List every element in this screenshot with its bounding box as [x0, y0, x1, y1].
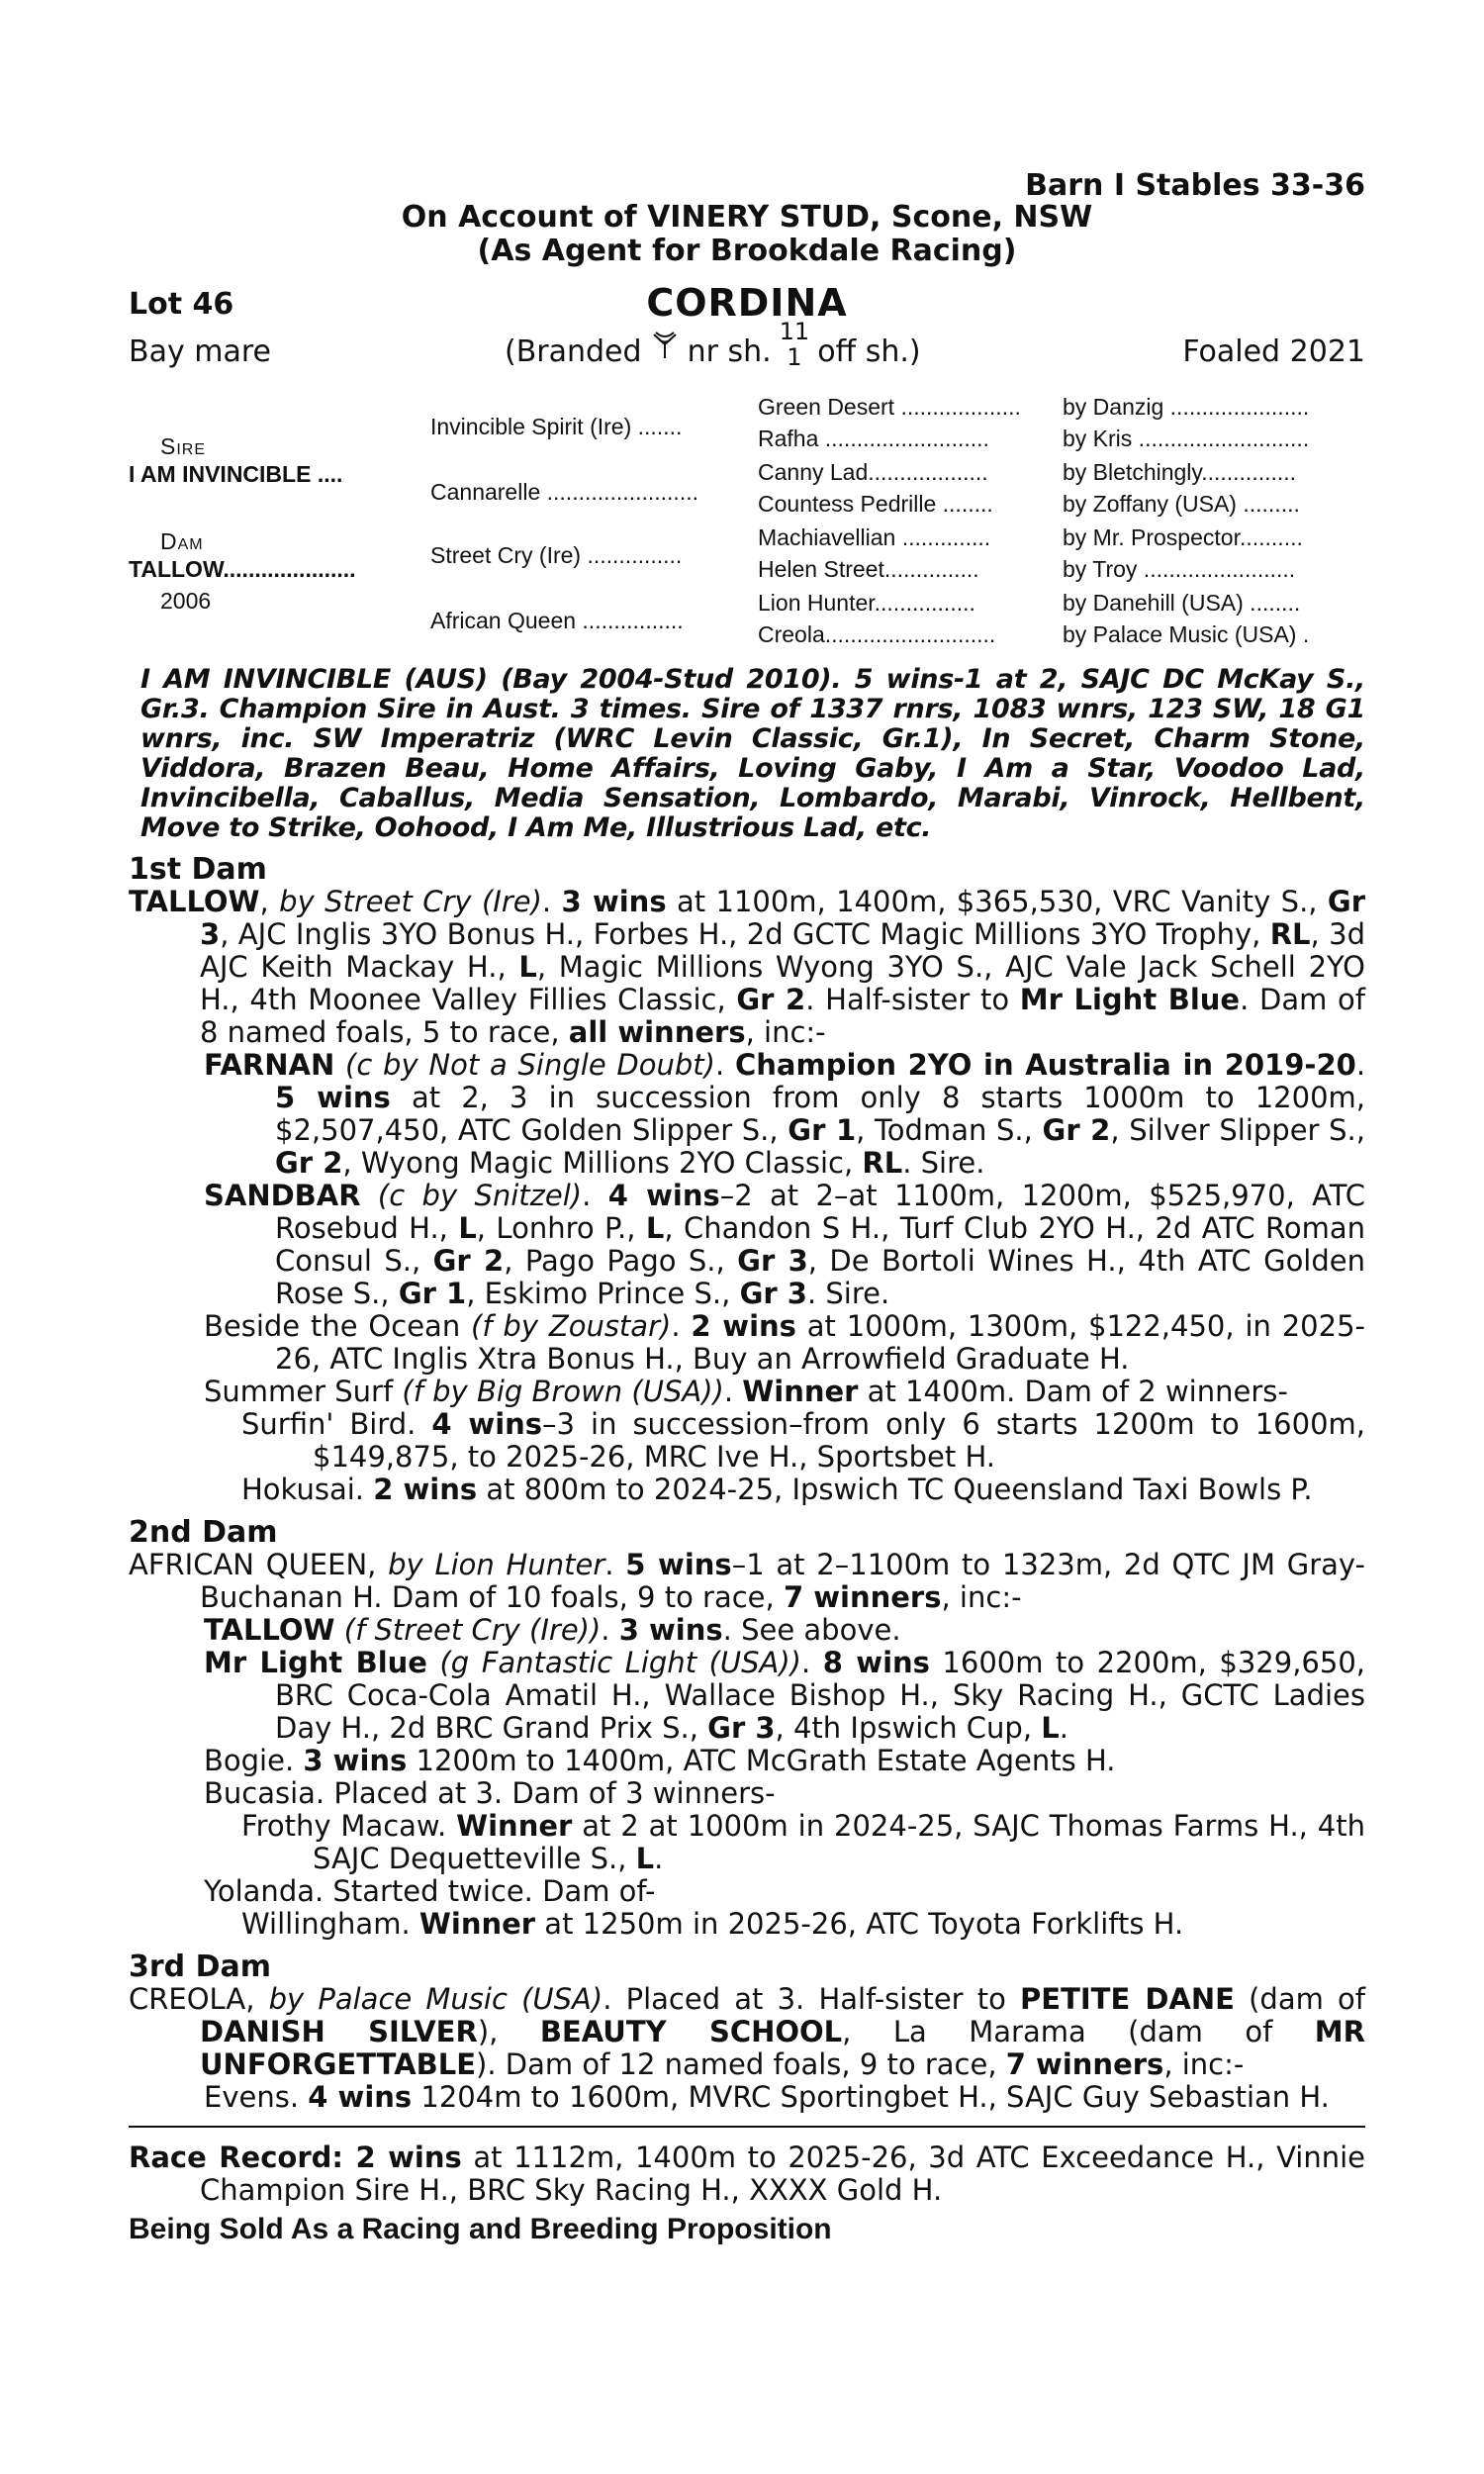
- text: . See above.: [722, 1613, 901, 1647]
- grand-progeny-surfin-bird: [129, 1408, 1365, 1474]
- brand-off-shoulder: off sh.): [817, 334, 921, 369]
- text: 1204m to 1600m, MVRC Sportingbet H., SAJC Guy Sebastian H.: [412, 2080, 1330, 2114]
- grade: Gr 2: [432, 1244, 505, 1278]
- text: . Sire.: [902, 1146, 985, 1180]
- progeny-sire: (f by Big Brown (USA)): [402, 1375, 724, 1408]
- progeny-name: Surfin' Bird.: [241, 1407, 432, 1441]
- progeny-wins: 3 wins: [303, 1744, 408, 1777]
- grand-progeny-hokusai: [129, 1474, 1365, 1506]
- text-bold: all winners: [568, 1015, 746, 1049]
- text: , inc:-: [941, 1580, 1022, 1614]
- grand-progeny-frothy-macaw: [129, 1810, 1365, 1875]
- progeny-summer-surf: Summer Surf (f by Big Brown (USA)). Winner at 1400m. Dam of 2 winners-: [204, 1375, 1288, 1408]
- text: , Chandon S H., Turf Club 2YO H., 2d ATC Roman Consul S.,: [275, 1211, 1365, 1278]
- pedigree-gen3-2: Rafha ..........................: [758, 426, 989, 451]
- brand-info: [505, 318, 921, 371]
- text: 1600m to 2200m, $329,650, BRC Coca-Cola Amatil H., Wallace Bishop H., Sky Racing H., GCTC Ladies Day H., 2d BRC Grand Prix S.,: [275, 1646, 1365, 1745]
- second-dam-wins: 5 wins: [625, 1548, 732, 1581]
- progeny-sire: (g Fantastic Light (USA)): [426, 1646, 801, 1679]
- text: , Pago Pago S.,: [504, 1244, 738, 1278]
- pedigree-gen3-sire-1: by Danzig ......................: [1063, 394, 1310, 420]
- progeny-name: Mr Light Blue: [204, 1646, 427, 1679]
- race-record-label: Race Record:: [129, 2141, 356, 2174]
- progeny-wins: 2 wins: [373, 1473, 478, 1506]
- pedigree-gen3-8: Creola...........................: [758, 621, 996, 647]
- pedigree-gen3-sire-2: by Kris ...........................: [1063, 426, 1310, 451]
- progeny-sire: (f Street Cry (Ire)): [334, 1613, 602, 1647]
- text-bold: 7 winners: [1005, 2047, 1164, 2081]
- grade: Gr 1: [398, 1277, 467, 1310]
- third-dam-heading: 3rd Dam: [129, 1950, 271, 1984]
- barn-location: Barn I Stables 33-36: [1025, 168, 1365, 203]
- first-dam-wins: 3 wins: [561, 885, 667, 918]
- grade: Gr 3: [739, 1277, 807, 1310]
- progeny-wins: 4 wins: [308, 2080, 413, 2114]
- first-dam-heading: 1st Dam: [129, 852, 267, 887]
- progeny-name: Summer Surf: [204, 1375, 403, 1408]
- text: ). Dam of 12 named foals, 9 to race,: [476, 2047, 1006, 2081]
- text: , 4th Ipswich Cup,: [775, 1711, 1042, 1745]
- relative-name: PETITE DANE: [1020, 1982, 1235, 2016]
- grade: L: [645, 1211, 665, 1245]
- pedigree-gen3-1: Green Desert ...................: [758, 394, 1021, 420]
- third-dam-entry: [129, 1983, 1365, 2081]
- text: at 1400m. Dam of 2 winners-: [858, 1375, 1288, 1408]
- text: at 2, 3 in succession from only 8 starts 1000m to 1200m, $2,507,450, ATC Golden Slipper S.,: [275, 1081, 1365, 1147]
- text: (dam of: [1234, 1982, 1365, 2016]
- brand-mark-icon: [650, 331, 680, 360]
- race-record: [129, 2141, 1365, 2207]
- text: , Lonhro P.,: [476, 1211, 646, 1245]
- pedigree-gen3-sire-7: by Danehill (USA) ........: [1063, 590, 1301, 616]
- pedigree-gen3-6: Helen Street...............: [758, 556, 979, 582]
- pedigree-gen3-sire-3: by Bletchingly...............: [1063, 459, 1297, 485]
- grade: Gr 3: [200, 885, 1365, 951]
- text: –3 in succession–from only 6 starts 1200m to 1600m, $149,875, to 2025-26, MRC Ive H., Sportsbet H.: [313, 1407, 1365, 1474]
- progeny-wins: Winner: [418, 1907, 536, 1941]
- pedigree-gen3-7: Lion Hunter................: [758, 590, 975, 616]
- pedigree-gen3-5: Machiavellian ..............: [758, 524, 991, 550]
- text: , inc:-: [1163, 2047, 1245, 2081]
- progeny-name: Hokusai.: [241, 1473, 374, 1506]
- text: . Placed at 3. Half-sister to: [603, 1982, 1021, 2016]
- pedigree-gen3-sire-8: by Palace Music (USA) .: [1063, 621, 1310, 647]
- section-divider: [129, 2126, 1365, 2128]
- progeny-name: Beside the Ocean: [204, 1309, 472, 1343]
- progeny-sire: (c by Snitzel): [377, 1179, 583, 1212]
- progeny-name: Frothy Macaw.: [241, 1809, 457, 1843]
- progeny-wins: 4 wins: [431, 1407, 543, 1441]
- race-record-wins: 2 wins: [355, 2141, 462, 2174]
- progeny-farnan: FARNAN (c by Not a Single Doubt). Champion 2YO in Australia in 2019-20. 5 wins at 2, 3 in succession from only 8 starts 1000m to 1200m, $2,507,450, ATC Golden Slipper S., Gr 1, Todman S., Gr 2, Silver Slipper S., Gr 2, Wyong Magic Millions 2YO Classic, RL. Sire.: [204, 1048, 1366, 1180]
- horse-description: Bay mare: [129, 334, 271, 369]
- lot-row: [129, 281, 1365, 325]
- progeny-bucasia: Bucasia. Placed at 3. Dam of 3 winners-: [204, 1776, 776, 1810]
- pedigree-gen3-3: Canny Lad...................: [758, 459, 988, 485]
- text: , inc:-: [745, 1015, 826, 1049]
- text: . Half-sister to: [805, 983, 1020, 1016]
- sale-note: Being Sold As a Racing and Breeding Proposition: [129, 2213, 832, 2245]
- text: –1 at 2–1100m to 1323m, 2d QTC JM Gray-Buchanan H. Dam of 10 foals, 9 to race,: [200, 1548, 1366, 1614]
- progeny-tallow: TALLOW (f Street Cry (Ire)). 3 wins. See above.: [204, 1613, 901, 1647]
- relative-name: DANISH SILVER: [200, 2015, 478, 2048]
- text: at 800m to 2024-25, Ipswich TC Queensland Taxi Bowls P.: [477, 1473, 1313, 1506]
- grade: Gr 2: [736, 983, 806, 1016]
- progeny-sire: (f by Zoustar): [471, 1309, 672, 1343]
- progeny-evens: [129, 2081, 1365, 2114]
- grade: RL: [1269, 917, 1311, 951]
- grade: Gr 3: [737, 1244, 808, 1278]
- progeny-wins: Winner: [742, 1375, 859, 1408]
- text: .: [1059, 1711, 1068, 1745]
- progeny-wins: 8 wins: [822, 1646, 930, 1679]
- pedigree-gen2-4: African Queen ................: [430, 608, 684, 633]
- text: , De Bortoli Wines H., 4th ATC Golden Rose S.,: [275, 1244, 1365, 1310]
- race-record-text: at 1112m, 1400m to 2025-26, 3d ATC Exceedance H., Vinnie Champion Sire H., BRC Sky Racing H., XXXX Gold H.: [200, 2141, 1365, 2207]
- text: , Magic Millions Wyong 3YO S., AJC Vale Jack Schell 2YO H., 4th Moonee Valley Fillies Classic,: [200, 950, 1365, 1016]
- brand-number-bottom: 1: [787, 343, 802, 371]
- progeny-name: FARNAN: [204, 1048, 335, 1082]
- grade: L: [458, 1211, 477, 1245]
- pedigree-gen2-2: Cannarelle ........................: [430, 479, 698, 505]
- progeny-name: Willingham.: [241, 1907, 419, 1941]
- text: at 1250m in 2025-26, ATC Toyota Forklifts H.: [535, 1907, 1184, 1941]
- second-dam-sire: by Lion Hunter: [388, 1548, 605, 1581]
- progeny-name: TALLOW: [204, 1613, 335, 1647]
- text: ),: [477, 2015, 540, 2048]
- second-dam-heading: 2nd Dam: [129, 1515, 278, 1550]
- horse-name: CORDINA: [646, 281, 848, 325]
- progeny-sire: (c by Not a Single Doubt): [345, 1048, 715, 1082]
- progeny-beside-the-ocean: Beside the Ocean (f by Zoustar). 2 wins at 1000m, 1300m, $122,450, in 2025-26, ATC Inglis Xtra Bonus H., Buy an Arrowfield Graduate H.: [204, 1309, 1365, 1376]
- pedigree-gen3-sire-5: by Mr. Prospector..........: [1063, 524, 1303, 550]
- progeny-mr-light-blue: Mr Light Blue (g Fantastic Light (USA)). 8 wins 1600m to 2200m, $329,650, BRC Coca-Cola Amatil H., Wallace Bishop H., Sky Racing H., GCTC Ladies Day H., 2d BRC Grand Prix S., Gr 3, 4th Ipswich Cup, L.: [204, 1646, 1365, 1745]
- pedigree-table: [129, 394, 1365, 663]
- pedigree-gen3-sire-6: by Troy ........................: [1063, 556, 1296, 582]
- relative-name: BEAUTY SCHOOL: [539, 2015, 843, 2048]
- grade: RL: [862, 1146, 903, 1180]
- catalogue-body: [129, 665, 1365, 2245]
- grade: Gr 1: [788, 1113, 857, 1147]
- half-sibling: Mr Light Blue: [1019, 983, 1241, 1016]
- grand-progeny-willingham: [129, 1908, 1365, 1941]
- text: –2 at 2–at 1100m, 1200m, $525,970, ATC Rosebud H.,: [275, 1179, 1366, 1245]
- first-dam-sire: by Street Cry (Ire): [279, 885, 542, 918]
- text: 1200m to 1400m, ATC McGrath Estate Agents H.: [407, 1744, 1116, 1777]
- text: , AJC Inglis 3YO Bonus H., Forbes H., 2d GCTC Magic Millions 3YO Trophy,: [220, 917, 1270, 951]
- brand-number-top: 11: [779, 318, 810, 345]
- progeny-bogie: [129, 1745, 1365, 1777]
- relative-name: MR UNFORGETTABLE: [200, 2015, 1365, 2081]
- progeny-name: Evens.: [204, 2080, 309, 2114]
- text: , La Marama (dam of: [842, 2015, 1315, 2048]
- grade: Gr 2: [275, 1146, 343, 1180]
- progeny-wins: 3 wins: [618, 1613, 723, 1647]
- progeny-sandbar: SANDBAR (c by Snitzel). 4 wins–2 at 2–at 1100m, 1200m, $525,970, ATC Rosebud H., L, Lonhro P., L, Chandon S H., Turf Club 2YO H., 2d ATC Roman Consul S., Gr 2, Pago Pago S., Gr 3, De Bortoli Wines H., 4th ATC Golden Rose S., Gr 1, Eskimo Prince S., Gr 3. Sire.: [204, 1179, 1366, 1310]
- lot-number: Lot 46: [129, 287, 234, 322]
- text: at 2 at 1000m in 2024-25, SAJC Thomas Farms H., 4th SAJC Dequetteville S.,: [313, 1809, 1366, 1875]
- pedigree-gen3-4: Countess Pedrille ........: [758, 491, 993, 517]
- text: . Dam of 8 named foals, 5 to race,: [200, 983, 1366, 1049]
- sire-summary: I AM INVINCIBLE (AUS) (Bay 2004-Stud 2010). 5 wins-1 at 2, SAJC DC McKay S., Gr.3. Champion Sire in Aust. 3 times. Sire of 1337 rnrs, 1083 wnrs, 123 SW, 18 G1 wnrs, inc. SW Imperatriz (WRC Levin Classic, Gr.1), In Secret, Charm Stone, Viddora, Brazen Beau, Home Affairs, Loving Gaby, I Am a Star, Voodoo Lad, Invincibella, Caballus, Media Sensation, Lombardo, Marabi, Vinrock, Hellbent, Move to Strike, Oohood, I Am Me, Illustrious Lad, etc.: [140, 664, 1365, 843]
- sire-name: I AM INVINCIBLE ....: [129, 461, 343, 487]
- second-dam-name: AFRICAN QUEEN,: [129, 1548, 389, 1581]
- text: .: [654, 1842, 664, 1875]
- sire-label: Sire: [160, 433, 207, 459]
- progeny-wins: 2 wins: [691, 1309, 796, 1343]
- second-dam-entry: AFRICAN QUEEN, by Lion Hunter. 5 wins–1 at 2–1100m to 1323m, 2d QTC JM Gray-Buchanan H. Dam of 10 foals, 9 to race, 7 winners, inc:-: [129, 1548, 1366, 1614]
- description-row: [129, 318, 1365, 386]
- text-bold: 7 winners: [783, 1580, 942, 1614]
- progeny-wins: 4 wins: [607, 1179, 720, 1212]
- foaled-year: Foaled 2021: [1182, 334, 1365, 369]
- text: at 1000m, 1300m, $122,450, in 2025-26, ATC Inglis Xtra Bonus H., Buy an Arrowfield Graduate H.: [275, 1309, 1365, 1376]
- vendor-account: On Account of VINERY STUD, Scone, NSW: [401, 200, 1093, 235]
- dam-label: Dam: [160, 528, 204, 554]
- text: . Sire.: [806, 1277, 890, 1310]
- text: , Eskimo Prince S.,: [466, 1277, 740, 1310]
- grade: L: [518, 950, 537, 984]
- text: , 3d AJC Keith Mackay H.,: [200, 917, 1365, 984]
- progeny-name: Bogie.: [204, 1744, 304, 1777]
- pedigree-gen3-sire-4: by Zoffany (USA) .........: [1063, 491, 1300, 517]
- pedigree-gen2-1: Invincible Spirit (Ire) .......: [430, 414, 683, 439]
- progeny-name: SANDBAR: [204, 1179, 361, 1212]
- text: , Wyong Magic Millions 2YO Classic,: [342, 1146, 863, 1180]
- text: at 1100m, 1400m, $365,530, VRC Vanity S.,: [666, 885, 1328, 918]
- dam-name: TALLOW.....................: [129, 556, 356, 582]
- brand-numbers: [780, 319, 810, 370]
- grade: Gr 3: [707, 1711, 776, 1745]
- brand-prefix: (Branded: [505, 334, 642, 369]
- progeny-wins: 5 wins: [275, 1081, 391, 1114]
- text: , Silver Slipper S.,: [1110, 1113, 1365, 1147]
- dam-year: 2006: [160, 588, 212, 614]
- third-dam-sire: by Palace Music (USA): [268, 1982, 603, 2016]
- progeny-wins: Winner: [456, 1809, 573, 1843]
- pedigree-gen2-3: Street Cry (Ire) ...............: [430, 542, 683, 568]
- grade: Gr 2: [1042, 1113, 1111, 1147]
- first-dam-name: TALLOW: [129, 885, 260, 918]
- grade: L: [635, 1842, 655, 1875]
- grade: L: [1041, 1711, 1060, 1745]
- text: , Todman S.,: [856, 1113, 1043, 1147]
- brand-near-shoulder: nr sh.: [687, 334, 772, 369]
- progeny-yolanda: Yolanda. Started twice. Dam of-: [204, 1874, 656, 1908]
- third-dam-name: CREOLA,: [129, 1982, 269, 2016]
- first-dam-entry: TALLOW, by Street Cry (Ire). 3 wins at 1100m, 1400m, $365,530, VRC Vanity S., Gr 3, AJC Inglis 3YO Bonus H., Forbes H., 2d GCTC Magic Millions 3YO Trophy, RL, 3d AJC Keith Mackay H., L, Magic Millions Wyong 3YO S., AJC Vale Jack Schell 2YO H., 4th Moonee Valley Fillies Classic, Gr 2. Half-sister to Mr Light Blue. Dam of 8 named foals, 5 to race, all winners, inc:-: [129, 885, 1366, 1049]
- champion-title: Champion 2YO in Australia in 2019-20: [734, 1048, 1356, 1082]
- vendor-agent: (As Agent for Brookdale Racing): [477, 234, 1017, 268]
